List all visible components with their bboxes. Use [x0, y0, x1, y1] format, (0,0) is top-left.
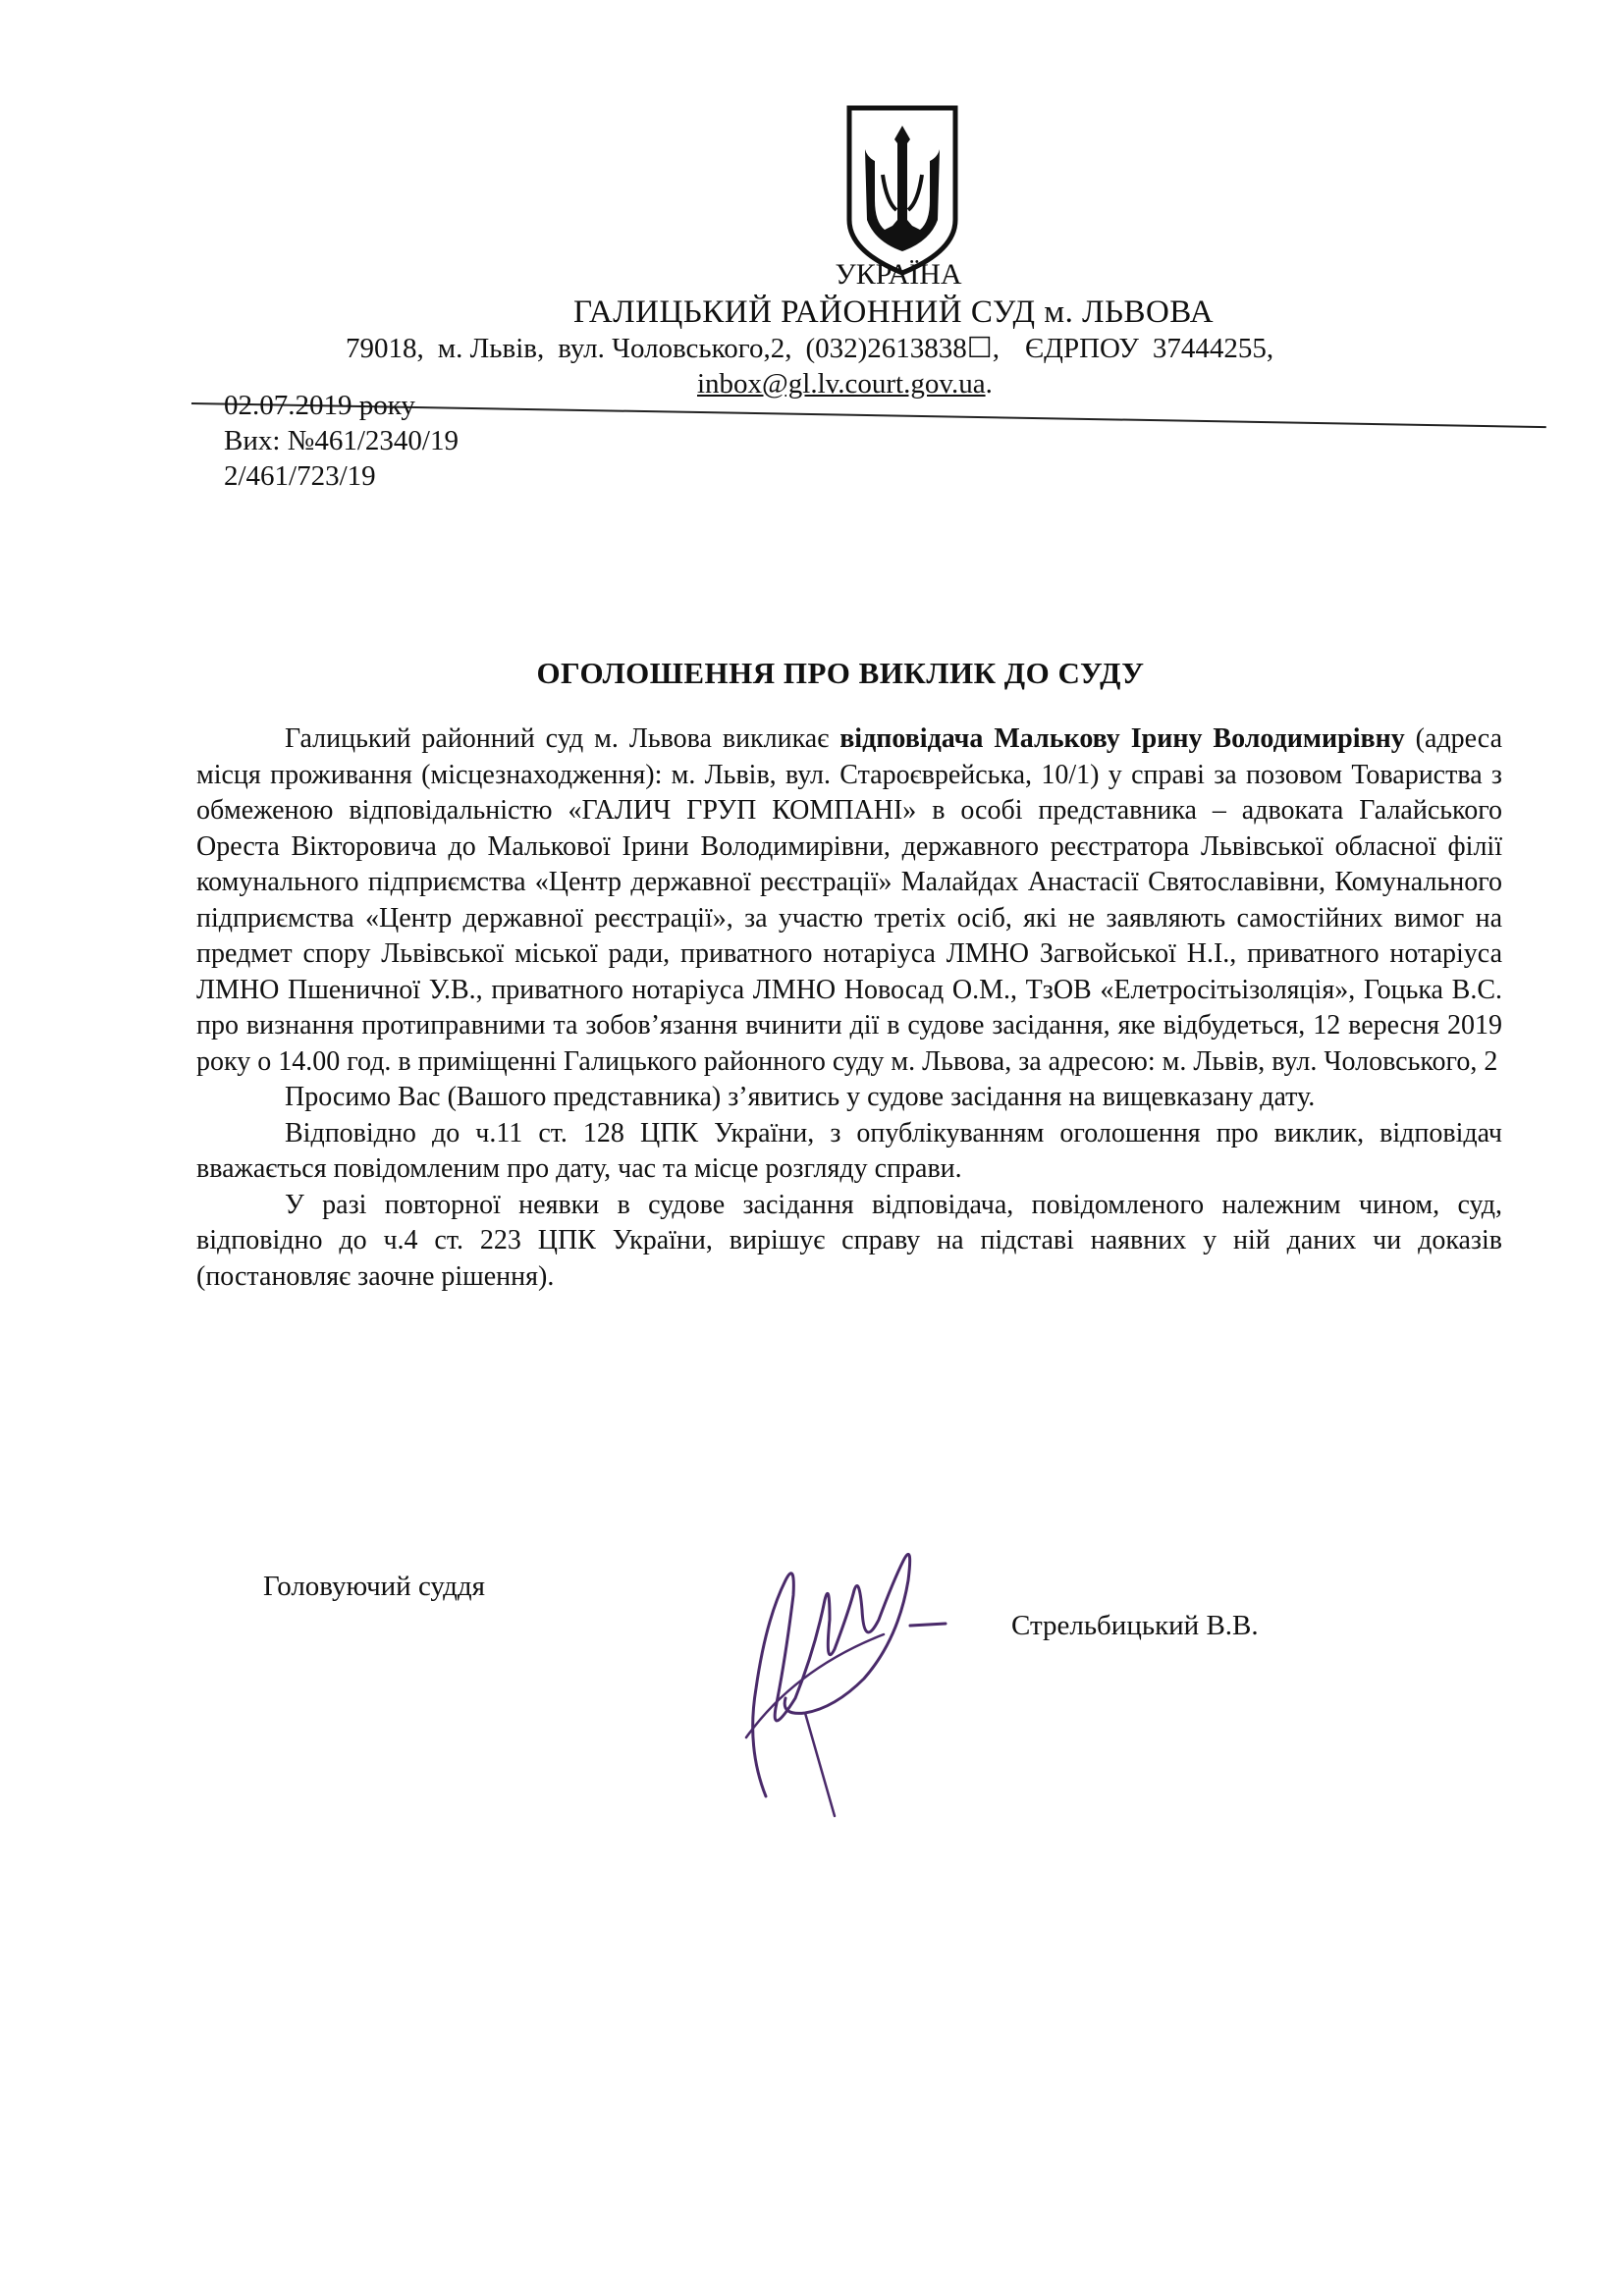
paragraph-summons — [196, 721, 1502, 1080]
court-email-link[interactable]: inbox@gl.lv.court.gov.ua — [697, 368, 986, 400]
document-meta — [224, 388, 459, 494]
outgoing-number: Вих: №461/2340/19 — [224, 425, 459, 456]
paragraph-request: Просимо Вас (Вашого представника) з’явитись у судове засідання на вищевказану дату. — [285, 1082, 1316, 1112]
phone-number: (032)2613838☐, — [805, 333, 1001, 364]
summons-details: (адреса місця проживання (місцезнаходження): м. Львів, вул. Староєврейська, 10/1) у справі за позовом Товариства з обмеженою відповідальністю «ГАЛИЧ ГРУП КОМПАНІ» в особі представника – адвоката Галайського Ореста Вікторовича до Малькової Ірини Володимирівни, державного реєстратора Львівської обласної філії комунального підприємства «Центр державної реєстрації» Малайдах Анастасії Святославівни, Комунального підприємства «Центр державної реєстрації», за участю третіх осіб, які не заявляють самостійних вимог на предмет спору Львівської міської ради, приватного нотаріуса ЛМНО Загвойської Н.І., приватного нотаріуса ЛМНО Пшеничної У.В., приватного нотаріуса ЛМНО Новосад О.М., ТзОВ «Елетросітьізоляція», Гоцька В.С. про визнання протиправними та зобов’язання вчинити дії в судове засідання, яке відбудеться, 12 вересня 2019 року о 14.00 год. в приміщенні Галицького районного суду м. Львова, за адресою: м. Львів, вул. Чоловського, 2 — [196, 723, 1502, 1077]
paragraph-consequences: У разі повторної неявки в судове засідання відповідача, повідомленого належним чином, суд, відповідно до ч.4 ст. 223 ЦПК України, вирішує справу на підставі наявних у ній даних чи доказів (постановляє заочне рішення). — [196, 1189, 1502, 1292]
email-suffix: . — [985, 368, 993, 400]
address-street: вул. Чоловського,2, — [558, 333, 792, 364]
signature-dash — [908, 1620, 947, 1629]
court-name: ГАЛИЦЬКИЙ РАЙОННИЙ СУД м. ЛЬВОВА — [572, 294, 1215, 330]
email-line — [697, 368, 993, 400]
document-body — [196, 721, 1502, 1295]
handwritten-signature — [687, 1502, 982, 1826]
coat-of-arms-emblem — [845, 104, 959, 277]
paragraph-notice: Відповідно до ч.11 ст. 128 ЦПК України, з опублікуванням оголошення про виклик, відповідач вважається повідомленим про дату, час та місце розгляду справи. — [196, 1117, 1502, 1184]
edrpou-code: 37444255, — [1152, 333, 1274, 364]
postal-index: 79018, — [346, 333, 424, 364]
judge-name: Стрельбицький В.В. — [1011, 1610, 1259, 1641]
country-name: УКРАЇНА — [835, 258, 962, 291]
document-date: 02.07.2019 року — [224, 390, 415, 421]
address-city: м. Львів, — [437, 333, 545, 364]
court-address — [346, 332, 1396, 365]
case-number: 2/461/723/19 — [224, 460, 376, 492]
summons-intro: Галицький районний суд м. Львова викликає — [285, 723, 840, 754]
document-title: ОГОЛОШЕННЯ ПРО ВИКЛИК ДО СУДУ — [536, 656, 1145, 690]
edrpou-label: ЄДРПОУ — [1025, 333, 1139, 364]
defendant-name: відповідача Малькову Ірину Володимирівну — [839, 723, 1405, 754]
judge-role: Головуючий суддя — [263, 1571, 485, 1602]
